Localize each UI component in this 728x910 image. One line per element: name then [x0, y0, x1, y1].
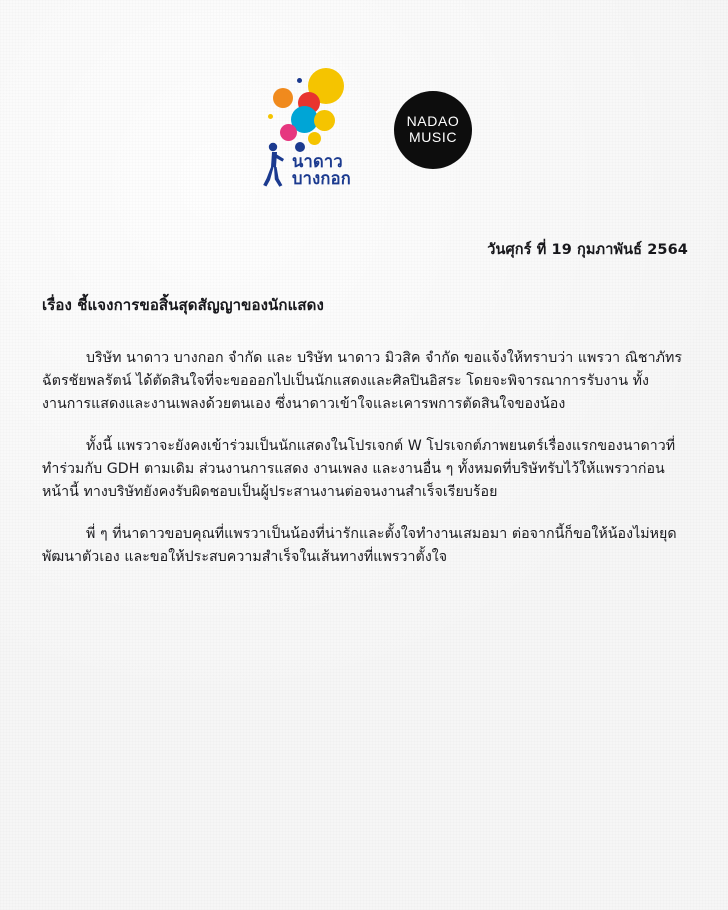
nadao-music-line-1: NADAO — [406, 113, 460, 130]
nadao-bangkok-wordmark — [292, 153, 351, 187]
letter-content — [42, 240, 688, 569]
logo-header — [0, 66, 728, 188]
wordmark-line-2: บางกอก — [292, 168, 351, 188]
nadao-bangkok-logo — [256, 66, 368, 188]
wordmark-line-1: นาดาว — [292, 151, 343, 171]
nadao-music-line-2: MUSIC — [408, 129, 458, 145]
letter-subject: เรื่อง ชี้แจงการขอสิ้นสุดสัญญาของนักแสดง — [42, 296, 324, 315]
balloon-yellow-lower — [308, 132, 321, 145]
letter-paragraph-2: ทั้งนี้ แพรวาจะยังคงเข้าร่วมเป็นนักแสดงในโปรเจกต์ W โปรเจกต์ภาพยนตร์เรื่องแรกของนาดาวที่ทำร่วมกับ GDH ตามเดิม ส่วนงานการแสดง งานเพลง และงานอื่น ๆ ทั้งหมดที่บริษัทรับไว้ให้แพรวาก่อนหน้านี้ ทางบริษัทยังคงรับผิดชอบเป็นผู้ประสานงานต่อจนงานสำเร็จเรียบร้อย — [42, 437, 676, 500]
balloon-magenta — [280, 124, 297, 141]
letter-paragraph-3: พี่ ๆ ที่นาดาวขอบคุณที่แพรวาเป็นน้องที่น่ารักและตั้งใจทำงานเสมอมา ต่อจากนี้ก็ขอให้น้องไม่หยุดพัฒนาตัวเอง และขอให้ประสบความสำเร็จในเส้นทางที่แพรวาตั้งใจ — [42, 525, 677, 565]
balloon-navy-dot — [295, 142, 305, 152]
letter-date: วันศุกร์ ที่ 19 กุมภาพันธ์ 2564 — [487, 242, 688, 258]
letter-paragraph-1: บริษัท นาดาว บางกอก จำกัด และ บริษัท นาดาว มิวสิค จำกัด ขอแจ้งให้ทราบว่า แพรวา ณิชาภัทร ฉัตรชัยพลรัตน์ ได้ตัดสินใจที่จะขอออกไปเป็นนักแสดงและศิลปินอิสระ โดยจะพิจารณาการรับงาน ทั้งงานการแสดงและงานเพลงด้วยตนเอง ซึ่งนาดาวเข้าใจและเคารพการตัดสินใจของน้อง — [42, 349, 683, 412]
nadao-music-logo — [394, 91, 472, 169]
balloon-yellow-small — [314, 110, 335, 131]
balloon-navy-speck-top — [297, 78, 302, 83]
balloon-orange-upper — [273, 88, 293, 108]
walking-figure-icon — [260, 142, 290, 188]
balloon-yellow-speck — [268, 114, 273, 119]
